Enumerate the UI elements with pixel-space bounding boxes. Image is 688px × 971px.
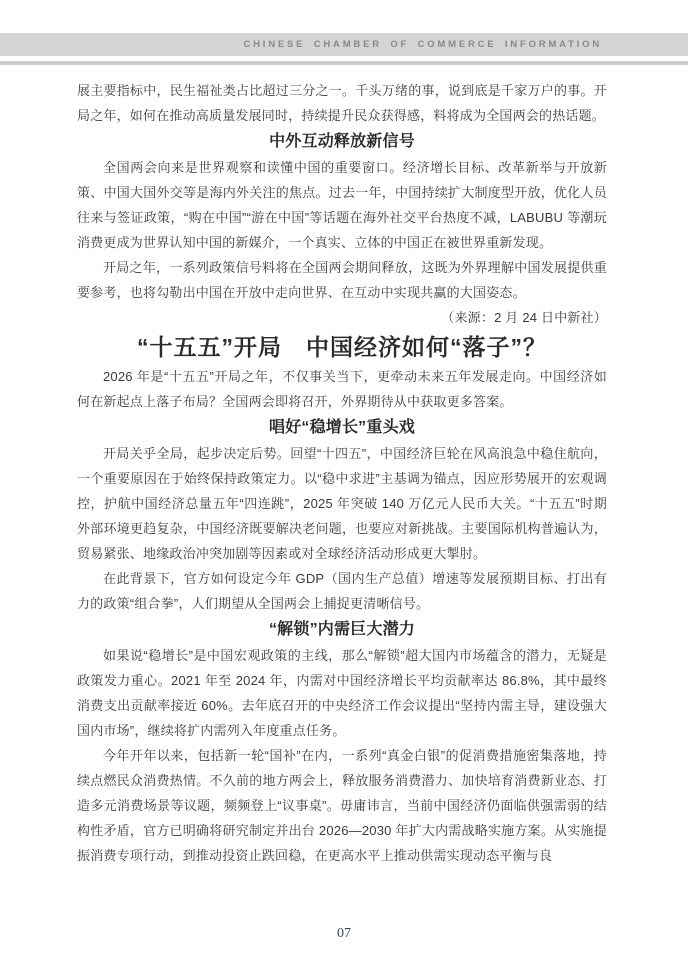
paragraph: 在此背景下，官方如何设定今年 GDP（国内生产总值）增速等发展预期目标、打出有力的政策“组合拳”，人们期望从全国两会上捕捉更清晰信号。 xyxy=(77,571,607,611)
page-number: 07 xyxy=(337,926,351,941)
paragraph: 如果说“稳增长”是中国宏观政策的主线，那么“解锁”超大国内市场蕴含的潜力，无疑是政策发力重心。2021 年至 2024 年，内需对中国经济增长平均贡献率达 86.8%，其中最终消费支出贡献率接近 60%。去年底召开的中央经济工作会议提出“坚持内需主导，建设强大国内市场”，继续将扩内需列入年度重点任务。 xyxy=(77,648,607,738)
paragraph-continuation: 展主要指标中，民生福祉类占比超过三分之一。千头万绪的事，说到底是千家万户的事。开局之年，如何在推动高质量发展同时，持续提升民众获得感，料将成为全国两会的热话题。 xyxy=(77,83,607,123)
paragraph: 开局关乎全局，起步决定后势。回望“十四五”，中国经济巨轮在风高浪急中稳住航向，一个重要原因在于始终保持政策定力。以“稳中求进”主基调为锚点，因应形势展开的宏观调控，护航中国经济总量五年“四连跳”，2025 年突破 140 万亿元人民币大关。“十五五”时期外部环境更趋复杂，中国经济既要解决老问题，也要应对新挑战。主要国际机构普遍认为，贸易紧张、地缘政治冲突加剧等因素或对全球经济活动形成更大掣肘。 xyxy=(77,446,607,561)
paragraph: 全国两会向来是世界观察和读懂中国的重要窗口。经济增长目标、改革新举与开放新策、中国大国外交等是海内外关注的焦点。过去一年，中国持续扩大制度型开放，优化人员往来与签证政策，“购在中国”“游在中国”等话题在海外社交平台热度不减，LABUBU 等潮玩消费更成为世界认知中国的新媒介，一个真实、立体的中国正在被世界重新发现。 xyxy=(77,160,607,250)
header-banner xyxy=(0,33,688,56)
page-footer xyxy=(0,926,688,942)
section-heading-neixu: “解锁”内需巨大潜力 xyxy=(268,621,415,638)
header-banner-text: CHINESE CHAMBER OF COMMERCE INFORMATION xyxy=(243,39,602,50)
header-divider xyxy=(0,61,688,65)
source-attribution: （来源：2 月 24 日中新社） xyxy=(441,310,607,325)
paragraph: 开局之年，一系列政策信号料将在全国两会期间释放，这既为外界理解中国发展提供重要参考，也将勾勒出中国在开放中走向世界、在互动中实现共赢的大国姿态。 xyxy=(77,260,607,300)
section-heading-zhongwai: 中外互动释放新信号 xyxy=(269,133,415,150)
article-title: “十五五”开局 中国经济如何“落子”？ xyxy=(137,334,547,360)
paragraph: 今年开年以来，包括新一轮“国补”在内，一系列“真金白银”的促消费措施密集落地，持续点燃民众消费热情。不久前的地方两会上，释放服务消费潜力、加快培育消费新业态、打造多元消费场景等议题，频频登上“议事桌”。毋庸讳言，当前中国经济仍面临供强需弱的结构性矛盾，官方已明确将研究制定并出台 2026—2030 年扩大内需战略实施方案。从实施提振消费专项行动，到推动投资止跌回稳，在更高水平上推动供需实现动态平衡与良 xyxy=(77,748,607,863)
page-content xyxy=(77,78,607,868)
section-heading-wenzengzhang: 唱好“稳增长”重头戏 xyxy=(268,419,415,436)
paragraph-intro: 2026 年是“十五五”开局之年，不仅事关当下，更牵动未来五年发展走向。中国经济如何在新起点上落子布局？全国两会即将召开，外界期待从中获取更多答案。 xyxy=(77,369,607,409)
